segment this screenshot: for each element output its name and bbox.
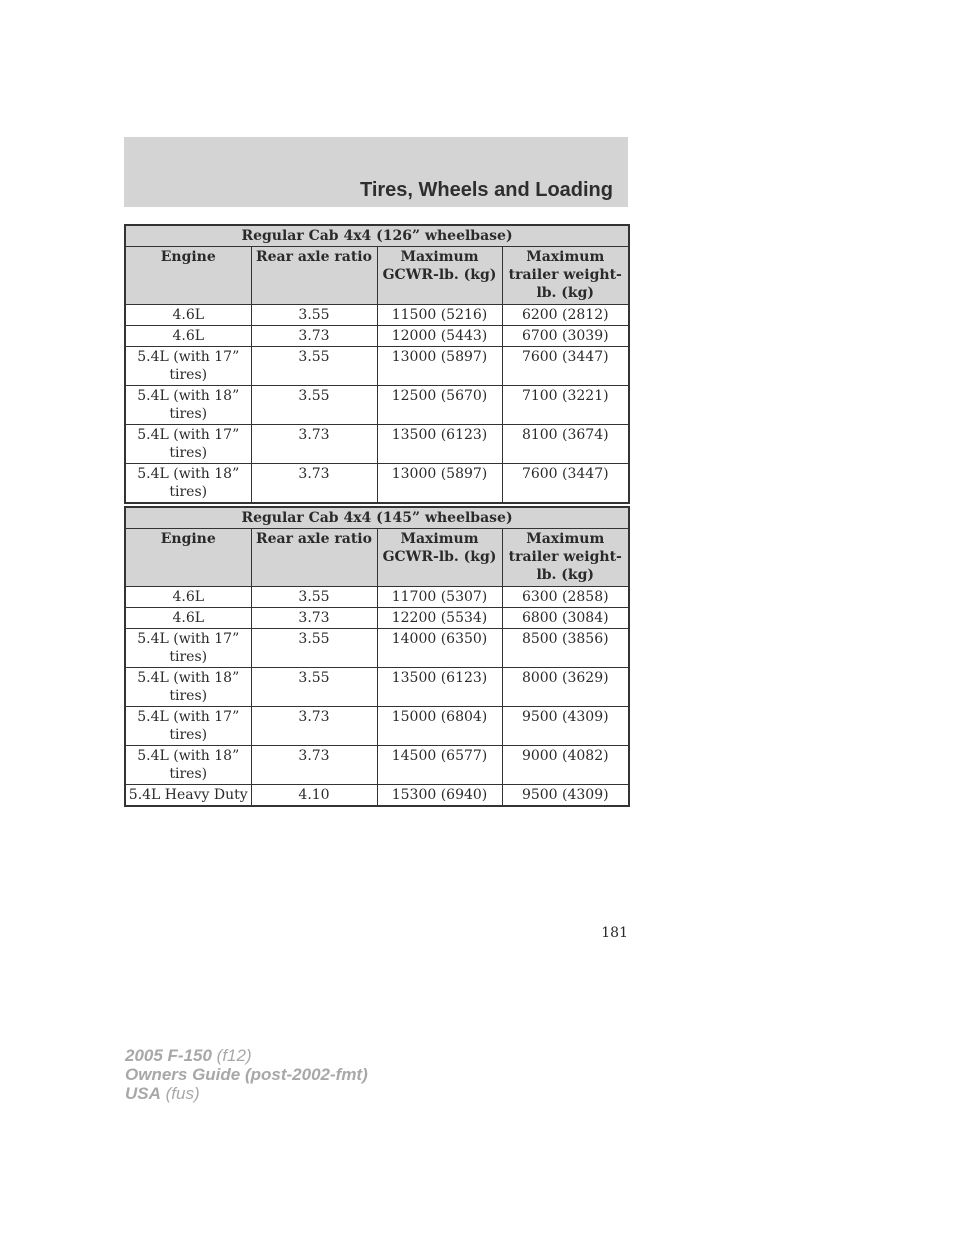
footer-line-3: USA (fus) [125, 1084, 200, 1103]
table-cell: 5.4L (with 17” tires) [125, 629, 251, 668]
section-title: Tires, Wheels and Loading [359, 179, 613, 201]
table-cell: 12500 (5670) [377, 386, 502, 425]
table-cell: 13000 (5897) [377, 464, 502, 504]
table-cell: 9000 (4082) [502, 746, 629, 785]
table-cell: 12200 (5534) [377, 608, 502, 629]
table-row [125, 746, 629, 785]
column-header: Rear axle ratio [251, 247, 377, 305]
column-header: Engine [125, 529, 251, 587]
table-cell: 3.55 [251, 386, 377, 425]
table-row [125, 425, 629, 464]
table-cell: 5.4L (with 18” tires) [125, 464, 251, 504]
table-cell: 15300 (6940) [377, 785, 502, 807]
table-cell: 7600 (3447) [502, 464, 629, 504]
table-cell: 8000 (3629) [502, 668, 629, 707]
table-cell: 5.4L (with 17” tires) [125, 707, 251, 746]
table-row [125, 305, 629, 326]
table-cell: 11700 (5307) [377, 587, 502, 608]
table-cell: 6700 (3039) [502, 326, 629, 347]
table-cell: 3.73 [251, 746, 377, 785]
footer-line-1: 2005 F-150 (f12) [125, 1046, 252, 1065]
column-header: Maximum trailer weight-lb. (kg) [502, 529, 629, 587]
table-row [125, 326, 629, 347]
towing-table-126-wheelbase [124, 224, 630, 504]
table-cell: 5.4L (with 18” tires) [125, 386, 251, 425]
table-cell: 11500 (5216) [377, 305, 502, 326]
table-cell: 13000 (5897) [377, 347, 502, 386]
table-cell: 15000 (6804) [377, 707, 502, 746]
table-cell: 3.73 [251, 608, 377, 629]
table-row [125, 464, 629, 504]
table-cell: 9500 (4309) [502, 707, 629, 746]
table-title: Regular Cab 4x4 (145” wheelbase) [125, 507, 629, 529]
document-footer [125, 1046, 368, 1103]
table-cell: 12000 (5443) [377, 326, 502, 347]
table-cell: 6200 (2812) [502, 305, 629, 326]
table-cell: 4.6L [125, 326, 251, 347]
table-row [125, 785, 629, 807]
table-cell: 8500 (3856) [502, 629, 629, 668]
table-cell: 14500 (6577) [377, 746, 502, 785]
table-cell: 7100 (3221) [502, 386, 629, 425]
page-number: 181 [601, 925, 628, 941]
table-cell: 13500 (6123) [377, 425, 502, 464]
table-cell: 6800 (3084) [502, 608, 629, 629]
column-header: Engine [125, 247, 251, 305]
table-cell: 3.73 [251, 464, 377, 504]
column-header: Maximum trailer weight-lb. (kg) [502, 247, 629, 305]
table-cell: 6300 (2858) [502, 587, 629, 608]
section-header [124, 137, 628, 207]
table-cell: 3.55 [251, 347, 377, 386]
table-row [125, 707, 629, 746]
table-cell: 13500 (6123) [377, 668, 502, 707]
table-row [125, 386, 629, 425]
table-row [125, 608, 629, 629]
towing-table-145-wheelbase [124, 506, 630, 807]
table-cell: 3.55 [251, 587, 377, 608]
table-row [125, 587, 629, 608]
column-header: Maximum GCWR-lb. (kg) [377, 529, 502, 587]
table-cell: 3.55 [251, 668, 377, 707]
table-cell: 14000 (6350) [377, 629, 502, 668]
table-cell: 7600 (3447) [502, 347, 629, 386]
table-cell: 3.55 [251, 629, 377, 668]
table-cell: 3.73 [251, 326, 377, 347]
table-row [125, 629, 629, 668]
table-cell: 9500 (4309) [502, 785, 629, 807]
table-row [125, 347, 629, 386]
table-cell: 3.55 [251, 305, 377, 326]
table-cell: 5.4L (with 18” tires) [125, 746, 251, 785]
table-cell: 4.6L [125, 587, 251, 608]
table-cell: 5.4L Heavy Duty [125, 785, 251, 807]
table-cell: 5.4L (with 18” tires) [125, 668, 251, 707]
table-cell: 3.73 [251, 425, 377, 464]
table-title: Regular Cab 4x4 (126” wheelbase) [125, 225, 629, 247]
table-cell: 4.6L [125, 608, 251, 629]
table-cell: 4.10 [251, 785, 377, 807]
table-cell: 5.4L (with 17” tires) [125, 347, 251, 386]
table-row [125, 668, 629, 707]
footer-line-2: Owners Guide (post-2002-fmt) [125, 1065, 368, 1084]
table-cell: 4.6L [125, 305, 251, 326]
table-cell: 8100 (3674) [502, 425, 629, 464]
column-header: Maximum GCWR-lb. (kg) [377, 247, 502, 305]
table-cell: 3.73 [251, 707, 377, 746]
table-cell: 5.4L (with 17” tires) [125, 425, 251, 464]
column-header: Rear axle ratio [251, 529, 377, 587]
